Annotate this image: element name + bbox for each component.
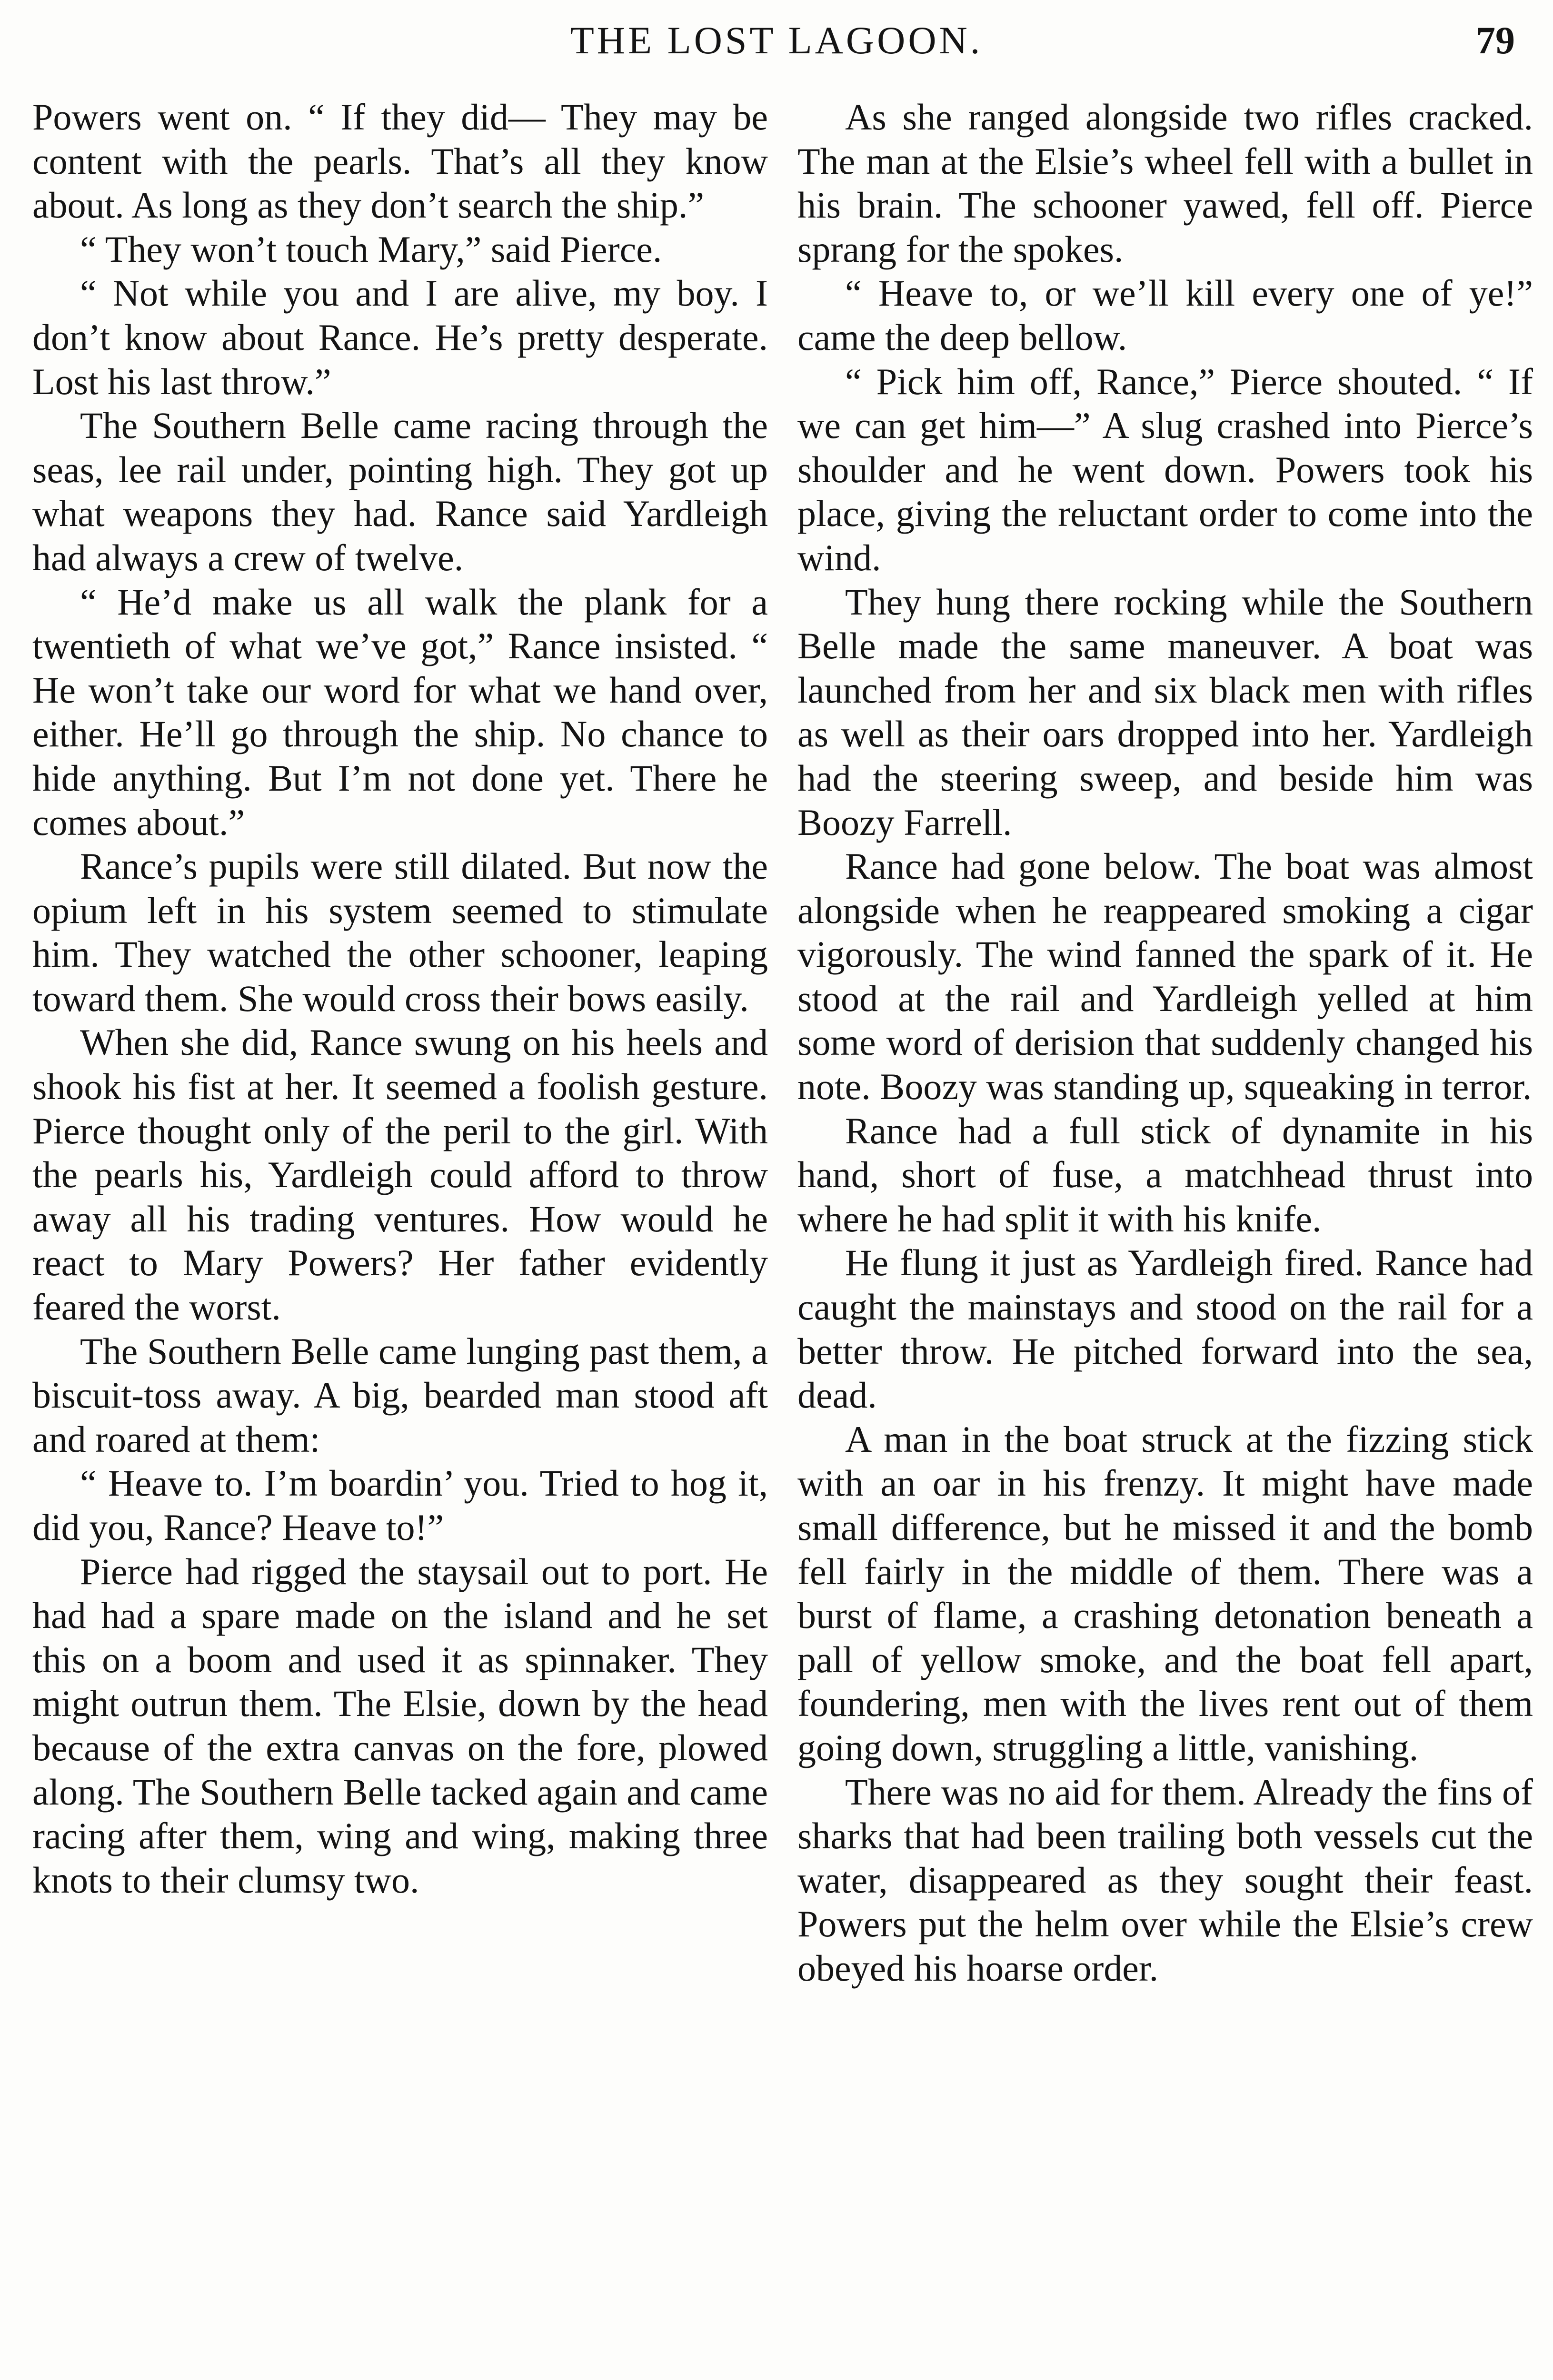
running-head bbox=[0, 14, 1553, 67]
paragraph: “ Pick him off, Rance,” Pierce shouted. “ If we can get him—” A slug crashed into Pierce’s shoulder and he went down. Powers took his place, giving the reluctant order to come into the wind. bbox=[797, 360, 1533, 578]
paragraph: He flung it just as Yardleigh fired. Rance had caught the mainstays and stood on the rail for a better throw. He pitched forward into the sea, dead. bbox=[797, 1242, 1533, 1416]
paragraph: Pierce had rigged the staysail out to port. He had had a spare made on the island and he set this on a boom and used it as spinnaker. They might outrun them. The Elsie, down by the head because of the extra canvas on the fore, plowed along. The Southern Belle tacked again and came racing after them, wing and wing, making three knots to their clumsy two. bbox=[32, 1550, 768, 1901]
paragraph: When she did, Rance swung on his heels and shook his fist at her. It seemed a foolish gesture. Pierce thought only of the peril to the girl. With the pearls his, Yardleigh could afford to throw away all his trading ventures. How would he react to Mary Powers? Her father evidently feared the worst. bbox=[32, 1021, 768, 1328]
paragraph: As she ranged alongside two rifles cracked. The man at the Elsie’s wheel fell with a bullet in his brain. The schooner yawed, fell off. Pierce sprang for the spokes. bbox=[797, 96, 1533, 270]
paragraph: Rance had a full stick of dynamite in his hand, short of fuse, a matchhead thrust into where he had split it with his knife. bbox=[797, 1110, 1533, 1240]
paragraph: A man in the boat struck at the fizzing stick with an oar in his frenzy. It might have made small difference, but he missed it and the bomb fell fairly in the middle of them. There was a burst of flame, a crashing detonation beneath a pall of yellow smoke, and the boat fell apart, foundering, men with the lives rent out of them going down, struggling a little, vanishing. bbox=[797, 1418, 1533, 1768]
left-column bbox=[32, 95, 768, 1902]
paragraph: They hung there rocking while the Southern Belle made the same maneuver. A boat was launched from her and six black men with rifles as well as their oars dropped into her. Yardleigh had the steering sweep, and beside him was Boozy Farrell. bbox=[797, 581, 1533, 843]
paragraph: “ They won’t touch Mary,” said Pierce. bbox=[80, 228, 662, 270]
page-number: 79 bbox=[1476, 19, 1515, 62]
paragraph: “ Not while you and I are alive, my boy. I don’t know about Rance. He’s pretty desperate. Lost his last throw.” bbox=[32, 272, 768, 402]
paragraph: Powers went on. “ If they did— They may be content with the pearls. That’s all they know about. As long as they don’t search the ship.” bbox=[32, 96, 768, 226]
paragraph: The Southern Belle came lunging past them, a biscuit-toss away. A big, bearded man stood aft and roared at them: bbox=[32, 1330, 768, 1460]
running-title: THE LOST LAGOON. bbox=[570, 19, 983, 62]
right-column bbox=[797, 95, 1533, 1991]
paragraph: “ Heave to, or we’ll kill every one of ye!” came the deep bellow. bbox=[797, 272, 1533, 358]
paragraph: Rance had gone below. The boat was almost alongside when he reappeared smoking a cigar vigorously. The wind fanned the spark of it. He stood at the rail and Yardleigh yelled at him some word of derision that suddenly changed his note. Boozy was standing up, squeaking in terror. bbox=[797, 845, 1533, 1108]
paragraph: The Southern Belle came racing through the seas, lee rail under, pointing high. They got up what weapons they had. Rance said Yardleigh had always a crew of twelve. bbox=[32, 405, 768, 578]
paragraph: There was no aid for them. Already the fins of sharks that had been trailing both vessels cut the water, disappeared as they sought their feast. Powers put the helm over while the Elsie’s crew obeyed his hoarse order. bbox=[797, 1771, 1533, 1989]
paragraph: “ He’d make us all walk the plank for a twentieth of what we’ve got,” Rance insisted. “ He won’t take our word for what we hand over, either. He’ll go through the ship. No chance to hide anything. But I’m not done yet. There he comes about.” bbox=[32, 581, 768, 843]
paragraph: Rance’s pupils were still dilated. But now the opium left in his system seemed to stimulate him. They watched the other schooner, leaping toward them. She would cross their bows easily. bbox=[32, 845, 768, 1019]
paragraph: “ Heave to. I’m boardin’ you. Tried to hog it, did you, Rance? Heave to!” bbox=[32, 1462, 768, 1548]
